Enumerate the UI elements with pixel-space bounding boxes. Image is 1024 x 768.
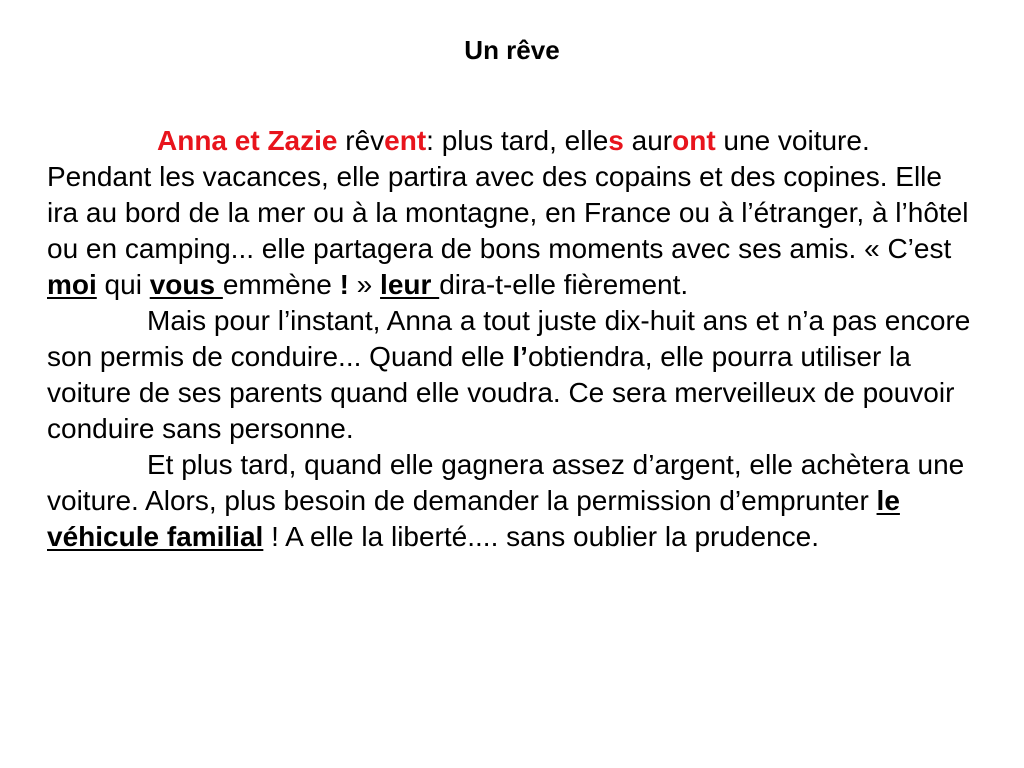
text-segment: : plus tard, elle	[426, 125, 609, 156]
pronoun-leur: leur	[380, 269, 440, 300]
text-segment: Mais pour l’instant, Anna a tout juste dix-huit ans et n’a pas encore son permis de conduire... Quand elle	[47, 305, 971, 372]
text-segment: aur	[623, 125, 673, 156]
noun-le-vehicule-familial: le véhicule familial	[47, 485, 900, 552]
verb-ending-ent: ent	[384, 125, 427, 156]
text-segment: emmène	[222, 269, 340, 300]
text-segment: une voiture. Pendant les vacances, elle partira avec des copains et des copines. Elle ira au bord de la mer ou à la montagne, en France ou à l’étranger, à l’hôtel ou en camping... elle partagera de bons moments avec ses amis. « C’est	[47, 125, 969, 264]
pronoun-l: l’	[512, 341, 528, 372]
text-body	[47, 123, 977, 555]
plural-ending-s: s	[608, 125, 624, 156]
text-segment: ! A elle la liberté.... sans oublier la prudence.	[263, 521, 819, 552]
verb-ending-ont: ont	[672, 125, 716, 156]
paragraph-2	[47, 303, 977, 447]
text-segment: rêv	[337, 125, 385, 156]
paragraph-3	[47, 447, 977, 555]
text-segment: qui	[96, 269, 150, 300]
slide-title: Un rêve	[464, 35, 560, 65]
pronoun-moi: moi	[47, 269, 97, 300]
subject-anna-et-zazie: Anna et Zazie	[157, 125, 338, 156]
text-segment: Et plus tard, quand elle gagnera assez d’argent, elle achètera une voiture. Alors, plus besoin de demander la permission d’emprunter	[47, 449, 965, 516]
text-segment: obtiendra, elle pourra utiliser la voiture de ses parents quand elle voudra. Ce sera merveilleux de pouvoir conduire sans personne.	[47, 341, 955, 444]
paragraph-1	[47, 123, 977, 303]
exclamation-mark: !	[339, 269, 349, 300]
text-segment: »	[348, 269, 381, 300]
text-segment: dira-t-elle fièrement.	[439, 269, 689, 300]
pronoun-vous: vous	[149, 269, 223, 300]
